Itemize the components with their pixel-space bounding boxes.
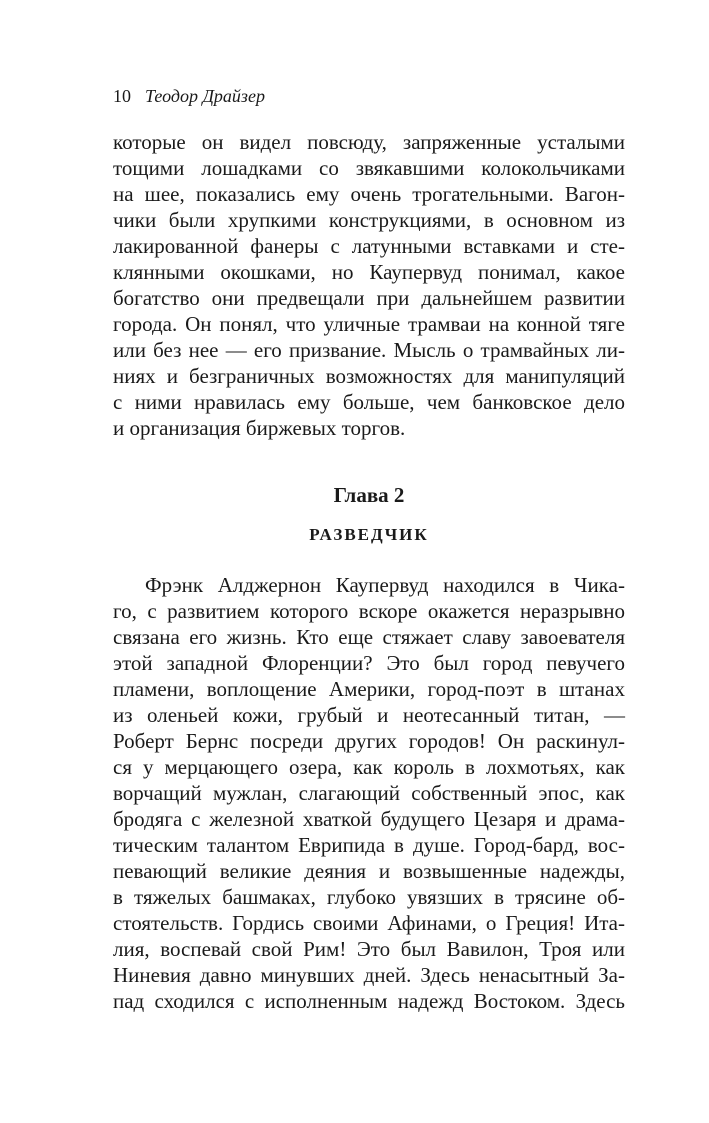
text-line: в тяжелых башмаках, глубоко увязших в трясине об- bbox=[113, 885, 625, 909]
text-line: этой западной Флоренции? Это был город певучего bbox=[113, 651, 625, 675]
text-line: бродяга с железной хваткой будущего Цезаря и драма- bbox=[113, 807, 625, 831]
chapter-title: Глава 2 bbox=[333, 483, 405, 507]
text-line: Роберт Бернс посреди других городов! Он раскинул- bbox=[113, 729, 625, 753]
text-line: или без нее — его призвание. Мысль о трамвайных ли- bbox=[113, 338, 625, 362]
text-line: чики были хрупкими конструкциями, в основном из bbox=[113, 208, 625, 232]
running-header bbox=[113, 86, 265, 106]
text-line: связана его жизнь. Кто еще стяжает славу завоевателя bbox=[113, 625, 625, 649]
text-line: богатство они предвещали при дальнейшем развитии bbox=[113, 286, 625, 310]
text-line: на шее, показались ему очень трогательными. Вагон- bbox=[113, 182, 625, 206]
text-line: пад сходился с исполненным надежд Востоком. Здесь bbox=[113, 989, 625, 1013]
text-line: ся у мерцающего озера, как король в лохмотьях, как bbox=[113, 755, 625, 779]
text-line: Фрэнк Алджернон Каупервуд находился в Чика- bbox=[145, 573, 625, 597]
page-number: 10 bbox=[113, 86, 131, 106]
text-line: клянными окошками, но Каупервуд понимал, какое bbox=[113, 260, 625, 284]
text-line: тощими лошадками со звякавшими колокольчиками bbox=[113, 156, 625, 180]
text-line: ниях и безграничных возможностях для манипуляций bbox=[113, 364, 625, 388]
text-line: Ниневия давно минувших дней. Здесь ненасытный За- bbox=[113, 963, 625, 987]
text-line: с ними нравилась ему больше, чем банковское дело bbox=[113, 390, 625, 414]
chapter-subtitle: РАЗВЕДЧИК bbox=[309, 525, 429, 544]
text-line: тическим талантом Еврипида в душе. Город-бард, вос- bbox=[113, 833, 625, 857]
text-line: стоятельств. Гордись своими Афинами, о Греция! Ита- bbox=[113, 911, 625, 935]
text-line: лакированной фанеры с латунными вставками и сте- bbox=[113, 234, 625, 258]
text-line: города. Он понял, что уличные трамваи на конной тяге bbox=[113, 312, 625, 336]
text-line: лия, воспевай свой Рим! Это был Вавилон, Троя или bbox=[113, 937, 625, 961]
text-line: и организация биржевых торгов. bbox=[113, 416, 406, 440]
text-line: из оленьей кожи, грубый и неотесанный титан, — bbox=[113, 703, 625, 727]
text-line: которые он видел повсюду, запряженные усталыми bbox=[113, 130, 625, 154]
text-line: го, с развитием которого вскоре окажется неразрывно bbox=[113, 599, 625, 623]
text-line: пламени, воплощение Америки, город-поэт в штанах bbox=[113, 677, 625, 701]
text-line: певающий великие деяния и возвышенные надежды, bbox=[113, 859, 625, 883]
running-header-author: Теодор Драйзер bbox=[145, 86, 265, 106]
text-line: ворчащий мужлан, слагающий собственный эпос, как bbox=[113, 781, 625, 805]
